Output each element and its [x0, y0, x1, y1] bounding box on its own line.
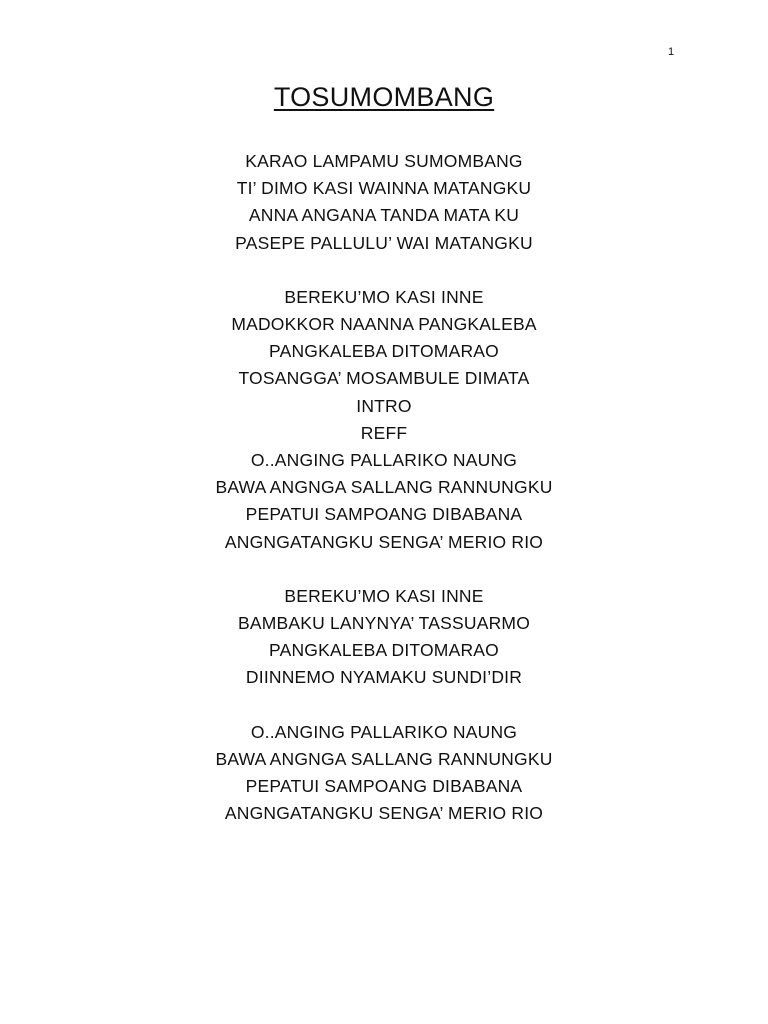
section-label-intro: INTRO [356, 395, 412, 416]
section-label-reff: REFF [360, 422, 408, 443]
lyric-line: KARAO LAMPAMU SUMOMBANG [245, 151, 523, 171]
lyric-line: BAWA ANGNGA SALLANG RANNUNGKU [215, 748, 553, 769]
lyric-line: O..ANGING PALLARIKO NAUNG [250, 721, 518, 742]
stanza-1 [0, 148, 768, 257]
lyric-line: BAWA ANGNGA SALLANG RANNUNGKU [215, 477, 553, 498]
lyric-line: MADOKKOR NAANNA PANGKALEBA [231, 314, 537, 335]
lyric-line: TOSANGGA’ MOSAMBULE DIMATA [238, 368, 530, 389]
lyric-line: BEREKU’MO KASI INNE [284, 585, 484, 606]
lyrics-body [0, 148, 768, 827]
lyric-line: ANGNGATANGKU SENGA’ MERIO RIO [224, 531, 544, 552]
lyric-line: PANGKALEBA DITOMARAO [269, 640, 499, 661]
stanza-3 [0, 583, 768, 692]
stanza-4 [0, 719, 768, 828]
lyric-line: O..ANGING PALLARIKO NAUNG [250, 450, 518, 471]
lyric-line: ANGNGATANGKU SENGA’ MERIO RIO [224, 803, 544, 824]
lyric-line: ANNA ANGANA TANDA MATA KU [248, 205, 520, 226]
lyric-line: BAMBAKU LANYNYA’ TASSUARMO [237, 613, 531, 634]
lyric-line: PEPATUI SAMPOANG DIBABANA [245, 776, 523, 797]
lyric-line: PEPATUI SAMPOANG DIBABANA [245, 504, 523, 525]
lyric-line: TI’ DIMO KASI WAINNA MATANGKU [236, 178, 532, 199]
lyric-line: PASEPE PALLULU’ WAI MATANGKU [235, 232, 533, 253]
page-number: 1 [667, 46, 675, 58]
lyric-line: BEREKU’MO KASI INNE [284, 286, 484, 307]
stanza-2 [0, 284, 768, 556]
lyric-line: DIINNEMO NYAMAKU SUNDI’DIR [245, 667, 523, 688]
song-title: TOSUMOMBANG [273, 82, 495, 112]
lyric-line: PANGKALEBA DITOMARAO [269, 341, 499, 362]
